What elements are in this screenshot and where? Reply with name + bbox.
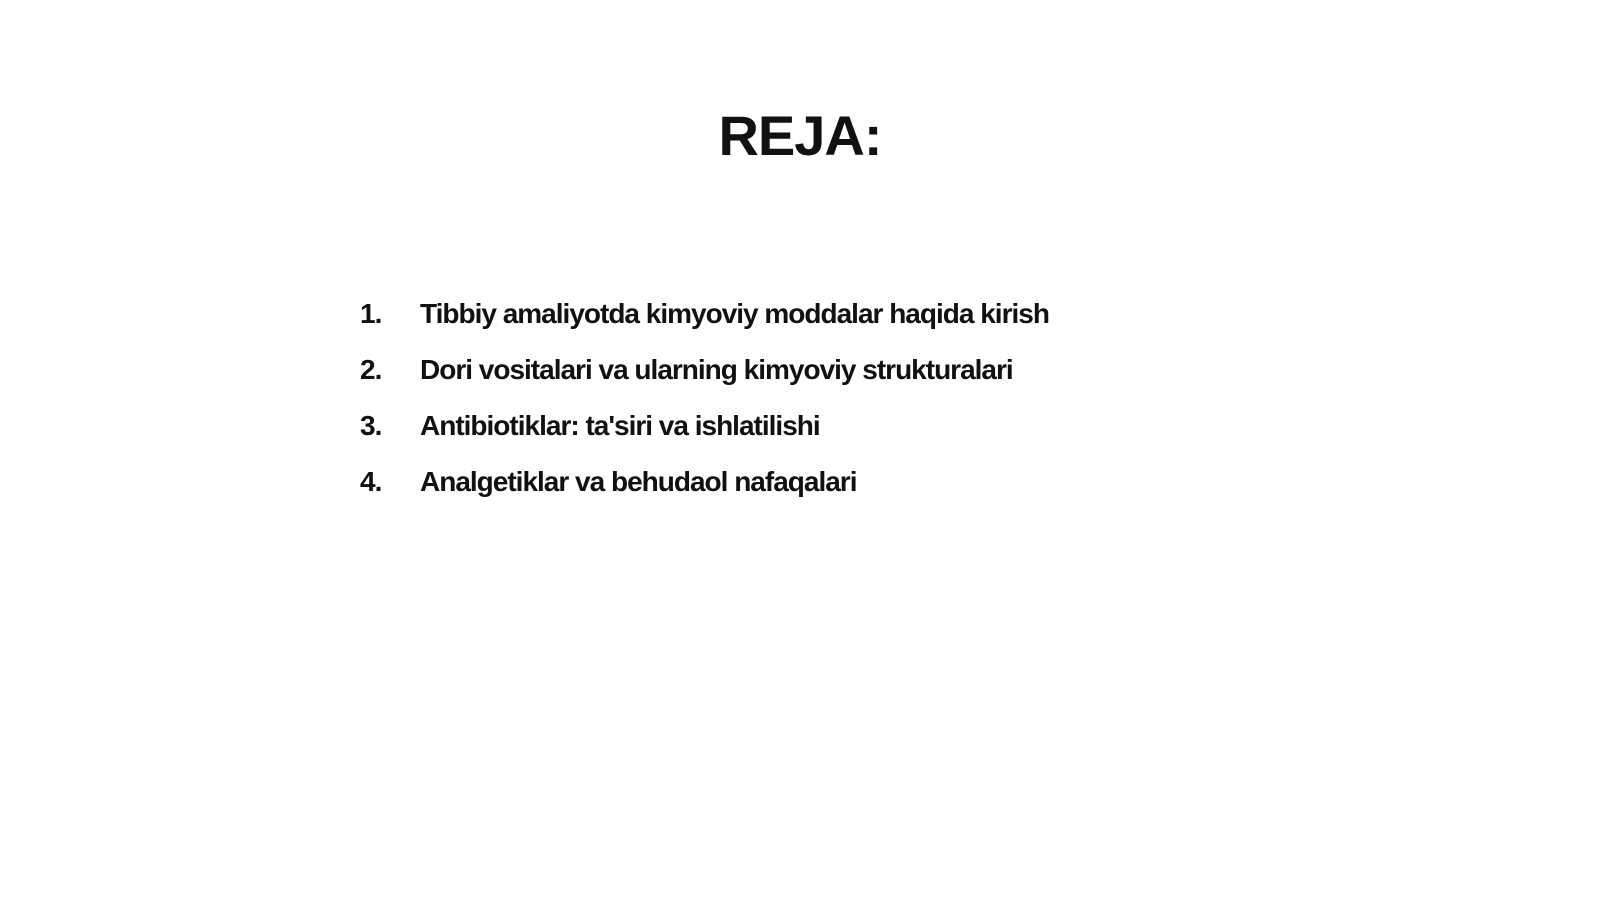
list-item	[360, 342, 1049, 398]
list-item	[360, 398, 1049, 454]
list-item-number: 2.	[360, 354, 382, 385]
list-item-number: 4.	[360, 466, 382, 497]
list-item-number: 1.	[360, 298, 382, 329]
slide-title: REJA:	[718, 104, 882, 167]
list-item-text: Dori vositalari va ularning kimyoviy strukturalari	[420, 354, 1013, 385]
list-item	[360, 286, 1049, 342]
plan-list	[360, 286, 1049, 510]
list-item-text: Analgetiklar va behudaol nafaqalari	[420, 466, 857, 497]
list-item-text: Tibbiy amaliyotda kimyoviy moddalar haqida kirish	[420, 298, 1049, 329]
list-item-number: 3.	[360, 410, 382, 441]
list-item-text: Antibiotiklar: ta'siri va ishlatilishi	[420, 410, 820, 441]
list-item	[360, 454, 1049, 510]
